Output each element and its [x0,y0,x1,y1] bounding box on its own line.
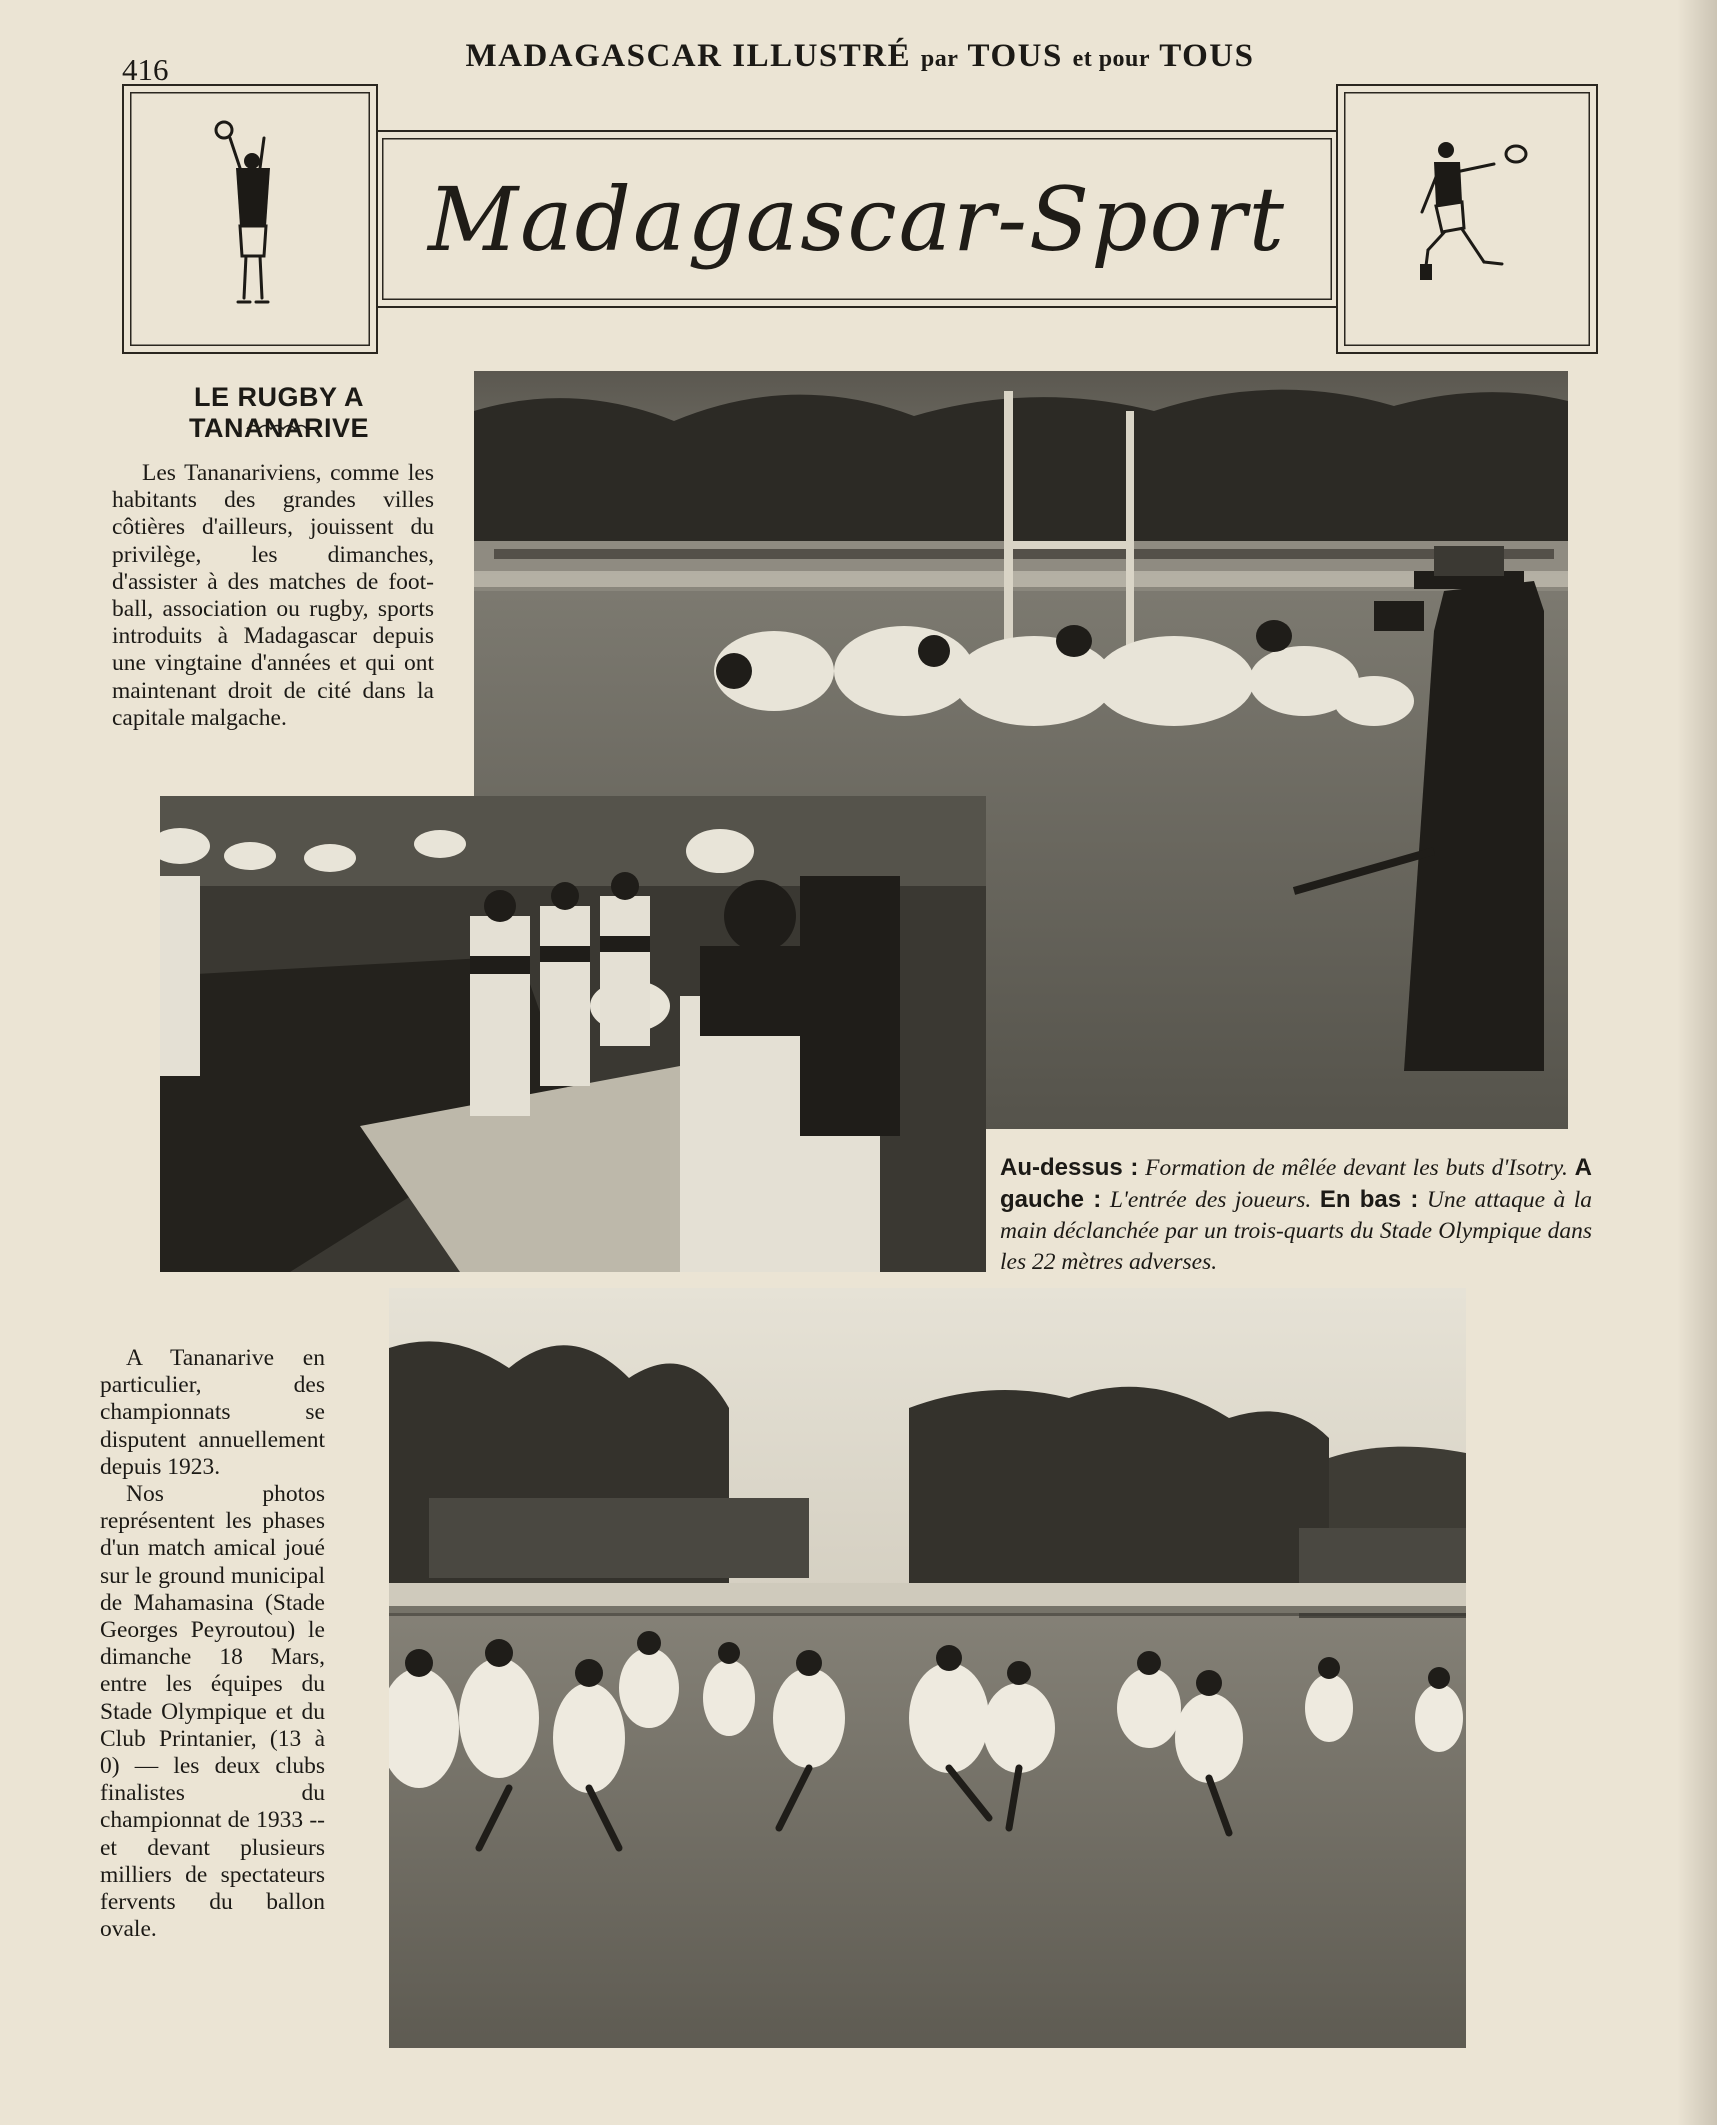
title-word-2: TOUS [1159,38,1255,74]
caption-text-below: Une attaque à la main déclanchée par un trois-quarts du Stade Olympique dans les 22 mètres adverses. [1000,1187,1593,1275]
title-connector-1: par [920,46,959,72]
section-banner [122,82,1600,354]
caption-label-left: A gauche : [1000,1154,1593,1213]
rugby-player-catching-icon [204,116,294,316]
players-entrance-photo [160,796,986,1272]
rugby-player-running-icon [1398,126,1548,296]
page-edge-shadow [1677,0,1717,2125]
title-word-1: TOUS [967,38,1063,74]
caption-label-above: Au-dessus : [1000,1154,1139,1181]
ornament-divider [245,420,309,434]
page-number: 416 [122,52,169,87]
hand-attack-photo [389,1288,1466,2048]
article-intro: Les Tananariviens, comme les habitants des grandes villes côtières d'ailleurs, jouissent du privilège, les dimanches, d'assister à des matches de foot-ball, association ou rugby, sports introduits à Madagascar depuis une vingtaine d'années et qui ont maintenant droit de cité dans la capitale malgache. [112,460,434,731]
banner-right-box [1336,84,1598,354]
banner-title: Madagascar-Sport [428,167,1286,271]
caption-text-left: L'entrée des joueurs. [1109,1187,1312,1213]
article-paragraph: A Tananarive en particulier, des championnats se disputent annuellement depuis 1923. [100,1345,325,1480]
title-connector-2: et pour [1072,46,1151,72]
caption-text-above: Formation de mêlée devant les buts d'Isotry. [1145,1155,1568,1181]
banner-left-box [122,84,378,354]
publication-title: MADAGASCAR ILLUSTRÉ [465,38,912,74]
caption-label-below: En bas : [1319,1186,1419,1213]
photo-caption [1000,1152,1592,1278]
article-paragraph: Nos photos représentent les phases d'un match amical joué sur le ground municipal de Mahamasina (Stade Georges Peyroutou) le dimanche 18 Mars, entre les équipes du Stade Olympique et du Club Printanier, (13 à 0) — les deux clubs finalistes du championnat de 1933 -- et devant plusieurs milliers de spectateurs fervents du ballon ovale. [100,1481,325,1943]
article-body-lower [100,1345,325,1943]
running-header [420,38,1300,75]
banner-title-box [374,130,1340,308]
article-heading: LE RUGBY A TANANARIVE [189,382,369,443]
